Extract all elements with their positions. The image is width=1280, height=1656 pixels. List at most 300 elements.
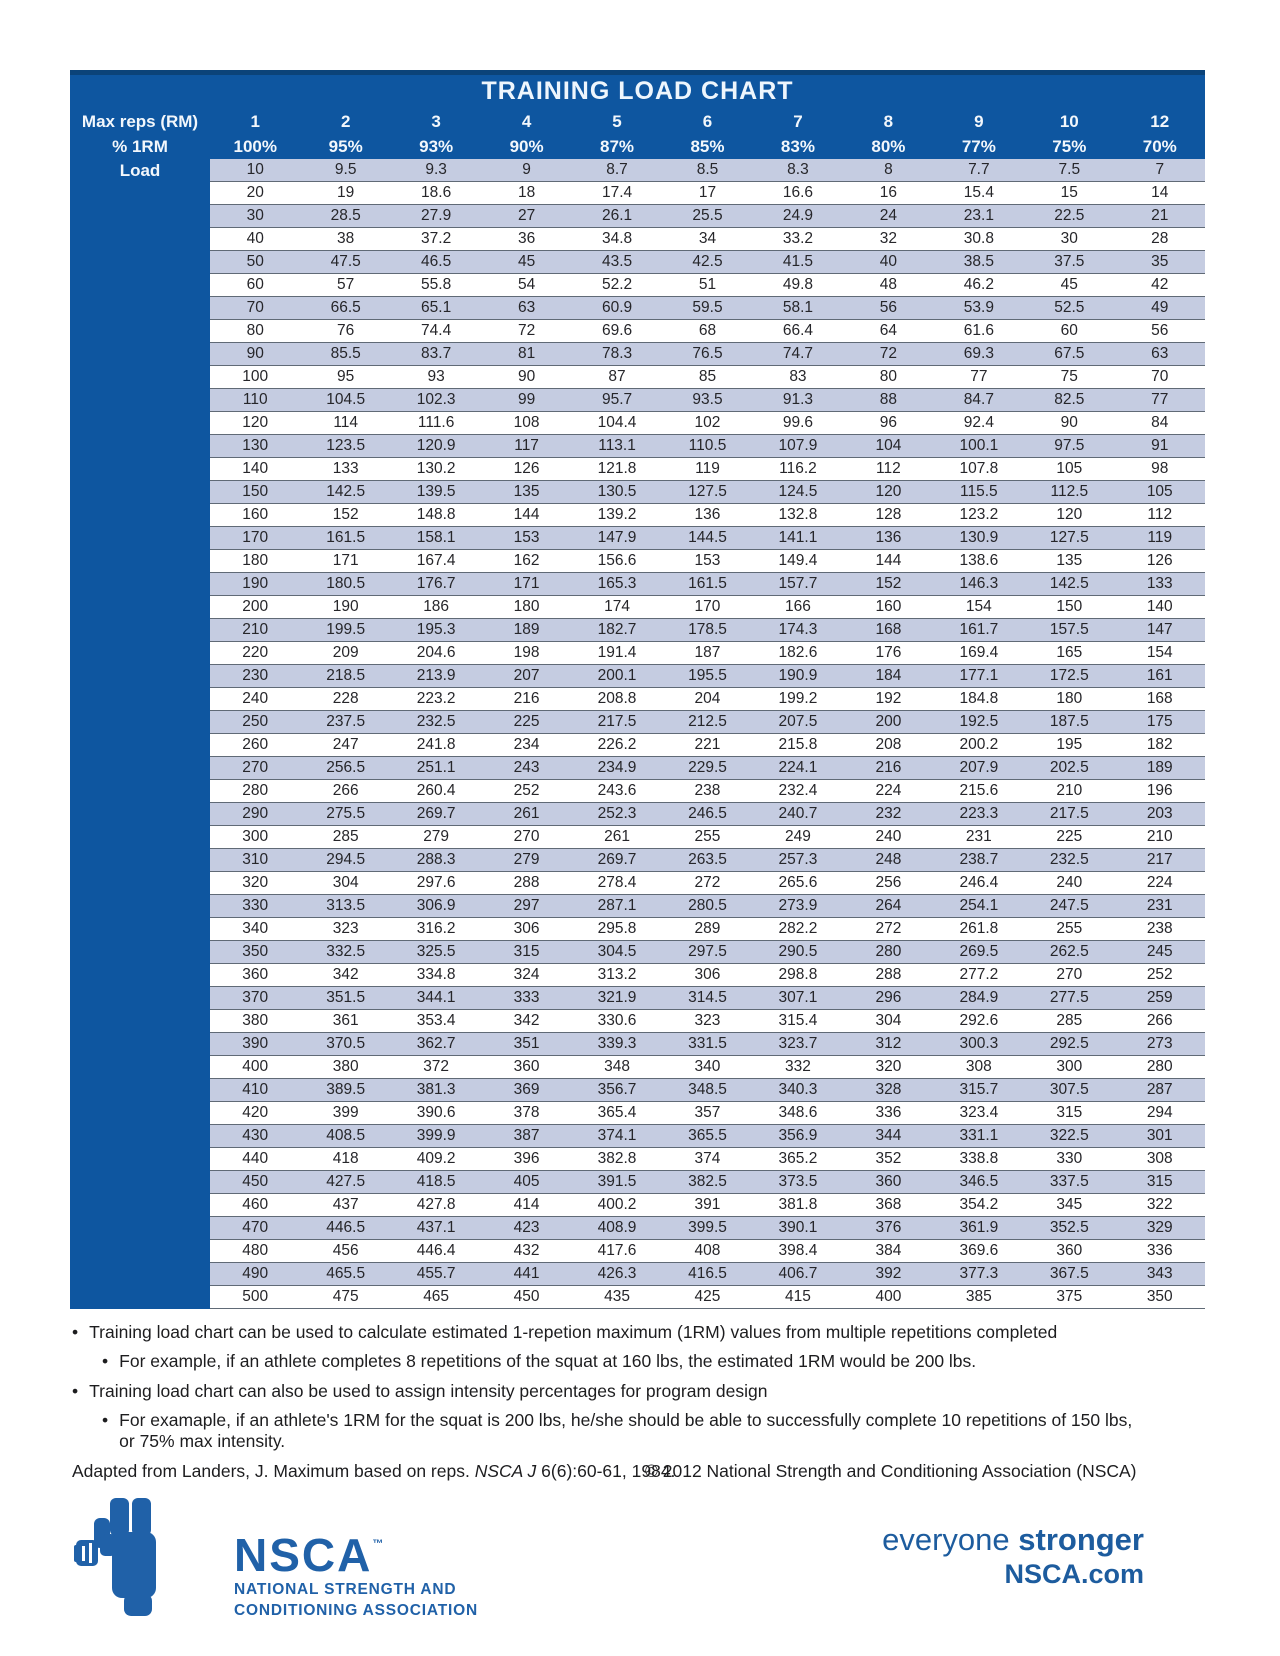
table-row	[70, 435, 1205, 458]
load-value-cell: 251.1	[391, 757, 481, 780]
load-value-cell: 362.7	[391, 1033, 481, 1056]
nsca-wordmark-label: NSCA	[234, 1529, 373, 1581]
load-value-cell: 150	[1024, 596, 1114, 619]
load-value-cell: 166	[753, 596, 843, 619]
load-value-cell: 69.3	[934, 343, 1024, 366]
table-row	[70, 274, 1205, 297]
load-value-cell: 192.5	[934, 711, 1024, 734]
row-label-cell	[70, 596, 210, 619]
load-value-cell: 180	[210, 550, 300, 573]
row-label-cell	[70, 1079, 210, 1102]
load-value-cell: 260	[210, 734, 300, 757]
load-value-cell: 297.6	[391, 872, 481, 895]
load-value-cell: 340.3	[753, 1079, 843, 1102]
load-value-cell: 306	[662, 964, 752, 987]
load-value-cell: 99	[481, 389, 571, 412]
load-value-cell: 99.6	[753, 412, 843, 435]
load-value-cell: 9	[481, 159, 571, 182]
load-value-cell: 200.1	[572, 665, 662, 688]
load-value-cell: 313.5	[300, 895, 390, 918]
load-value-cell: 365.4	[572, 1102, 662, 1125]
load-value-cell: 150	[210, 481, 300, 504]
load-value-cell: 288	[481, 872, 571, 895]
load-value-cell: 408.5	[300, 1125, 390, 1148]
table-row	[70, 573, 1205, 596]
load-value-cell: 241.8	[391, 734, 481, 757]
trademark-symbol: ™	[372, 1538, 384, 1550]
load-value-cell: 60.9	[572, 297, 662, 320]
table-row	[70, 872, 1205, 895]
load-value-cell: 437	[300, 1194, 390, 1217]
load-value-cell: 14	[1115, 182, 1205, 205]
load-value-cell: 427.5	[300, 1171, 390, 1194]
table-row	[70, 251, 1205, 274]
load-value-cell: 81	[481, 343, 571, 366]
load-value-cell: 33.2	[753, 228, 843, 251]
load-value-cell: 147.9	[572, 527, 662, 550]
load-value-cell: 356.9	[753, 1125, 843, 1148]
row-label-cell	[70, 228, 210, 251]
load-value-cell: 480	[210, 1240, 300, 1263]
load-value-cell: 93.5	[662, 389, 752, 412]
load-value-cell: 8.5	[662, 159, 752, 182]
row-label-cell	[70, 918, 210, 941]
load-value-cell: 156.6	[572, 550, 662, 573]
load-value-cell: 209	[300, 642, 390, 665]
load-value-cell: 351.5	[300, 987, 390, 1010]
load-value-cell: 50	[210, 251, 300, 274]
load-value-cell: 66.4	[753, 320, 843, 343]
row-label-cell	[70, 435, 210, 458]
rep-count-header: 6	[702, 112, 713, 131]
load-value-cell: 171	[481, 573, 571, 596]
load-value-cell: 238	[1115, 918, 1205, 941]
load-value-cell: 350	[1115, 1286, 1205, 1309]
load-value-cell: 111.6	[391, 412, 481, 435]
load-value-cell: 300.3	[934, 1033, 1024, 1056]
load-value-cell: 400	[210, 1056, 300, 1079]
load-value-cell: 199.5	[300, 619, 390, 642]
load-value-cell: 204.6	[391, 642, 481, 665]
load-value-cell: 139.5	[391, 481, 481, 504]
percent-header: 80%	[871, 137, 906, 156]
load-value-cell: 304	[300, 872, 390, 895]
load-value-cell: 95.7	[572, 389, 662, 412]
row-label-cell	[70, 642, 210, 665]
load-value-cell: 45	[1024, 274, 1114, 297]
load-value-cell: 380	[210, 1010, 300, 1033]
table-row	[70, 1033, 1205, 1056]
load-value-cell: 28.5	[300, 205, 390, 228]
load-value-cell: 312	[843, 1033, 933, 1056]
load-value-cell: 331.5	[662, 1033, 752, 1056]
footer-tagline	[882, 1522, 1144, 1590]
load-value-cell: 88	[843, 389, 933, 412]
load-value-cell: 365.2	[753, 1148, 843, 1171]
load-value-cell: 30.8	[934, 228, 1024, 251]
load-value-cell: 296	[843, 987, 933, 1010]
load-value-cell: 17.4	[572, 182, 662, 205]
load-value-cell: 80	[210, 320, 300, 343]
table-row	[70, 1148, 1205, 1171]
load-value-cell: 333	[481, 987, 571, 1010]
load-value-cell: 490	[210, 1263, 300, 1286]
load-value-cell: 85.5	[300, 343, 390, 366]
load-value-cell: 370	[210, 987, 300, 1010]
load-value-cell: 377.3	[934, 1263, 1024, 1286]
load-value-cell: 221	[662, 734, 752, 757]
load-value-cell: 373.5	[753, 1171, 843, 1194]
load-value-cell: 324	[481, 964, 571, 987]
footnote-item	[72, 1381, 1150, 1402]
load-value-cell: 140	[210, 458, 300, 481]
footnote-item	[72, 1351, 1150, 1372]
row-label-cell	[70, 780, 210, 803]
footnote-text: Training load chart can be used to calculate estimated 1-repetion maximum (1RM) values from multiple repetitions completed	[89, 1322, 1058, 1342]
load-value-cell: 61.6	[934, 320, 1024, 343]
load-value-cell: 175	[1115, 711, 1205, 734]
load-value-cell: 430	[210, 1125, 300, 1148]
load-value-cell: 66.5	[300, 297, 390, 320]
load-value-cell: 306.9	[391, 895, 481, 918]
load-value-cell: 470	[210, 1217, 300, 1240]
load-value-cell: 249	[753, 826, 843, 849]
load-value-cell: 136	[662, 504, 752, 527]
percent-header: 70%	[1142, 137, 1177, 156]
load-value-cell: 58.1	[753, 297, 843, 320]
load-value-cell: 285	[1024, 1010, 1114, 1033]
load-value-cell: 130.9	[934, 527, 1024, 550]
footnote-text: For examaple, if an athlete's 1RM for the squat is 200 lbs, he/she should be able to successfully complete 10 repetitions of 150 lbs, or 75% max intensity.	[119, 1410, 1133, 1452]
load-value-cell: 152	[300, 504, 390, 527]
load-value-cell: 427.8	[391, 1194, 481, 1217]
load-value-cell: 161	[1115, 665, 1205, 688]
load-value-cell: 65.1	[391, 297, 481, 320]
load-value-cell: 30	[210, 205, 300, 228]
load-value-cell: 45	[481, 251, 571, 274]
footnote-text: For example, if an athlete completes 8 repetitions of the squat at 160 lbs, the estimated 1RM would be 200 lbs.	[119, 1351, 977, 1372]
load-value-cell: 141.1	[753, 527, 843, 550]
load-value-cell: 392	[843, 1263, 933, 1286]
load-value-cell: 308	[934, 1056, 1024, 1079]
load-value-cell: 195.5	[662, 665, 752, 688]
load-value-cell: 270	[1024, 964, 1114, 987]
load-value-cell: 287	[1115, 1079, 1205, 1102]
load-value-cell: 367.5	[1024, 1263, 1114, 1286]
load-value-cell: 313.2	[572, 964, 662, 987]
load-value-cell: 332.5	[300, 941, 390, 964]
nsca-com-link[interactable]: NSCA.com	[1004, 1558, 1144, 1589]
load-value-cell: 361	[300, 1010, 390, 1033]
load-value-cell: 213.9	[391, 665, 481, 688]
load-value-cell: 184.8	[934, 688, 1024, 711]
load-value-cell: 270	[481, 826, 571, 849]
load-value-cell: 176	[843, 642, 933, 665]
load-value-cell: 266	[1115, 1010, 1205, 1033]
load-value-cell: 170	[662, 596, 752, 619]
load-value-cell: 423	[481, 1217, 571, 1240]
load-value-cell: 389.5	[300, 1079, 390, 1102]
row-label-cell	[70, 1286, 210, 1309]
tagline-stronger: stronger	[1018, 1522, 1144, 1557]
load-value-cell: 400	[843, 1286, 933, 1309]
load-value-cell: 76	[300, 320, 390, 343]
rep-count-header: 12	[1150, 112, 1170, 131]
load-value-cell: 132.8	[753, 504, 843, 527]
load-value-cell: 120	[843, 481, 933, 504]
load-value-cell: 113.1	[572, 435, 662, 458]
load-value-cell: 500	[210, 1286, 300, 1309]
load-value-cell: 36	[481, 228, 571, 251]
load-value-cell: 187.5	[1024, 711, 1114, 734]
row-label-cell	[70, 1171, 210, 1194]
load-value-cell: 390	[210, 1033, 300, 1056]
row-label-cell	[70, 1263, 210, 1286]
load-value-cell: 292.5	[1024, 1033, 1114, 1056]
load-value-cell: 112	[1115, 504, 1205, 527]
load-value-cell: 280.5	[662, 895, 752, 918]
load-value-cell: 315	[481, 941, 571, 964]
rep-count-header: 9	[974, 112, 984, 131]
load-value-cell: 8	[843, 159, 933, 182]
load-value-cell: 198	[481, 642, 571, 665]
load-value-cell: 90	[1024, 412, 1114, 435]
load-value-cell: 240.7	[753, 803, 843, 826]
row-label-cell	[70, 320, 210, 343]
load-value-cell: 275.5	[300, 803, 390, 826]
load-value-cell: 225	[1024, 826, 1114, 849]
load-value-cell: 43.5	[572, 251, 662, 274]
load-value-cell: 475	[300, 1286, 390, 1309]
table-row	[70, 688, 1205, 711]
load-value-cell: 354.2	[934, 1194, 1024, 1217]
load-value-cell: 120	[210, 412, 300, 435]
load-value-cell: 307.5	[1024, 1079, 1114, 1102]
load-value-cell: 116.2	[753, 458, 843, 481]
load-value-cell: 245	[1115, 941, 1205, 964]
load-value-cell: 210	[1115, 826, 1205, 849]
percent-header: 83%	[780, 137, 815, 156]
row-label-cell	[70, 619, 210, 642]
row-label-cell	[70, 550, 210, 573]
load-value-cell: 202.5	[1024, 757, 1114, 780]
load-value-cell: 121.8	[572, 458, 662, 481]
table-row	[70, 895, 1205, 918]
load-value-cell: 174.3	[753, 619, 843, 642]
load-value-cell: 292.6	[934, 1010, 1024, 1033]
table-row	[70, 205, 1205, 228]
load-value-cell: 418.5	[391, 1171, 481, 1194]
load-value-cell: 398.4	[753, 1240, 843, 1263]
load-value-cell: 49	[1115, 297, 1205, 320]
load-value-cell: 314.5	[662, 987, 752, 1010]
copyright-text: © 2012 National Strength and Conditioning Association (NSCA)	[645, 1461, 1137, 1481]
load-value-cell: 37.2	[391, 228, 481, 251]
load-value-cell: 30	[1024, 228, 1114, 251]
load-value-cell: 334.8	[391, 964, 481, 987]
load-value-cell: 19	[300, 182, 390, 205]
load-value-cell: 200.2	[934, 734, 1024, 757]
load-value-cell: 279	[391, 826, 481, 849]
load-value-cell: 426.3	[572, 1263, 662, 1286]
load-value-cell: 350	[210, 941, 300, 964]
load-value-cell: 70	[210, 297, 300, 320]
adapted-journal: NSCA J	[474, 1461, 537, 1481]
row-label-cell	[70, 1125, 210, 1148]
load-value-cell: 208	[843, 734, 933, 757]
table-row	[70, 849, 1205, 872]
table-row	[70, 780, 1205, 803]
load-value-cell: 342	[300, 964, 390, 987]
logo-line-2: CONDITIONING ASSOCIATION	[234, 1602, 478, 1619]
load-value-cell: 49.8	[753, 274, 843, 297]
load-value-cell: 168	[1115, 688, 1205, 711]
load-value-cell: 270	[210, 757, 300, 780]
load-value-cell: 224	[1115, 872, 1205, 895]
load-value-cell: 446.5	[300, 1217, 390, 1240]
load-value-cell: 418	[300, 1148, 390, 1171]
load-value-cell: 372	[391, 1056, 481, 1079]
load-value-cell: 396	[481, 1148, 571, 1171]
load-value-cell: 273.9	[753, 895, 843, 918]
load-value-cell: 24.9	[753, 205, 843, 228]
table-row	[70, 412, 1205, 435]
load-value-cell: 252	[481, 780, 571, 803]
load-value-cell: 22.5	[1024, 205, 1114, 228]
load-value-cell: 352.5	[1024, 1217, 1114, 1240]
row-label-cell	[70, 458, 210, 481]
load-value-cell: 315	[1024, 1102, 1114, 1125]
load-value-cell: 273	[1115, 1033, 1205, 1056]
load-value-cell: 149.4	[753, 550, 843, 573]
load-value-cell: 180	[481, 596, 571, 619]
load-value-cell: 17	[662, 182, 752, 205]
row-label-cell	[70, 1102, 210, 1125]
load-value-cell: 207.5	[753, 711, 843, 734]
load-value-cell: 238	[662, 780, 752, 803]
load-value-cell: 360	[843, 1171, 933, 1194]
table-row	[70, 918, 1205, 941]
load-value-cell: 28	[1115, 228, 1205, 251]
load-value-cell: 127.5	[1024, 527, 1114, 550]
load-value-cell: 250	[210, 711, 300, 734]
training-load-chart	[70, 70, 1205, 1309]
load-value-cell: 342	[481, 1010, 571, 1033]
table-row	[70, 1240, 1205, 1263]
load-value-cell: 69.6	[572, 320, 662, 343]
load-value-cell: 102.3	[391, 389, 481, 412]
load-value-cell: 90	[481, 366, 571, 389]
load-value-cell: 70	[1115, 366, 1205, 389]
load-value-cell: 446.4	[391, 1240, 481, 1263]
load-value-cell: 142.5	[1024, 573, 1114, 596]
load-value-cell: 441	[481, 1263, 571, 1286]
table-row	[70, 642, 1205, 665]
table-row	[70, 1125, 1205, 1148]
load-value-cell: 84.7	[934, 389, 1024, 412]
load-value-cell: 338.8	[934, 1148, 1024, 1171]
load-value-cell: 261.8	[934, 918, 1024, 941]
load-value-cell: 157.7	[753, 573, 843, 596]
load-value-cell: 252	[1115, 964, 1205, 987]
load-value-cell: 224	[843, 780, 933, 803]
row-label-cell	[70, 849, 210, 872]
load-value-cell: 77	[934, 366, 1024, 389]
load-value-cell: 195.3	[391, 619, 481, 642]
load-value-cell: 16.6	[753, 182, 843, 205]
load-value-cell: 310	[210, 849, 300, 872]
load-value-cell: 162	[481, 550, 571, 573]
load-value-cell: 257.3	[753, 849, 843, 872]
load-value-cell: 330	[210, 895, 300, 918]
row-label-cell	[70, 527, 210, 550]
load-value-cell: 176.7	[391, 573, 481, 596]
load-value-cell: 336	[1115, 1240, 1205, 1263]
load-value-cell: 220	[210, 642, 300, 665]
row-label-cell	[70, 274, 210, 297]
load-value-cell: 93	[391, 366, 481, 389]
load-value-cell: 357	[662, 1102, 752, 1125]
load-value-cell: 190	[210, 573, 300, 596]
load-value-cell: 216	[481, 688, 571, 711]
table-row	[70, 1056, 1205, 1079]
footnote-item	[72, 1322, 1150, 1343]
rep-count-header: 10	[1059, 112, 1079, 131]
load-value-cell: 51	[662, 274, 752, 297]
load-value-cell: 142.5	[300, 481, 390, 504]
load-value-cell: 195	[1024, 734, 1114, 757]
load-value-cell: 348.6	[753, 1102, 843, 1125]
load-value-cell: 368	[843, 1194, 933, 1217]
table-row	[70, 1286, 1205, 1309]
load-value-cell: 207	[481, 665, 571, 688]
table-row	[70, 366, 1205, 389]
load-value-cell: 425	[662, 1286, 752, 1309]
load-value-cell: 232.5	[1024, 849, 1114, 872]
rep-count-header: 1	[250, 112, 260, 131]
load-value-cell: 294	[1115, 1102, 1205, 1125]
load-value-cell: 130	[210, 435, 300, 458]
load-value-cell: 60	[1024, 320, 1114, 343]
load-value-cell: 408	[662, 1240, 752, 1263]
load-value-cell: 215.6	[934, 780, 1024, 803]
table-row	[70, 987, 1205, 1010]
load-value-cell: 237.5	[300, 711, 390, 734]
table-row	[70, 481, 1205, 504]
table-body	[70, 159, 1205, 1309]
load-value-cell: 217	[1115, 849, 1205, 872]
load-value-cell: 217.5	[1024, 803, 1114, 826]
load-value-cell: 234.9	[572, 757, 662, 780]
load-value-cell: 199.2	[753, 688, 843, 711]
row-label-cell: Load	[70, 159, 210, 182]
load-value-cell: 238.7	[934, 849, 1024, 872]
load-value-cell: 272	[662, 872, 752, 895]
load-value-cell: 360	[1024, 1240, 1114, 1263]
bullet-marker: •	[102, 1351, 109, 1372]
table-row	[70, 734, 1205, 757]
load-value-cell: 415	[753, 1286, 843, 1309]
load-value-cell: 328	[843, 1079, 933, 1102]
load-value-cell: 161.5	[662, 573, 752, 596]
load-value-cell: 68	[662, 320, 752, 343]
table-row	[70, 320, 1205, 343]
load-value-cell: 216	[843, 757, 933, 780]
load-value-cell: 95	[300, 366, 390, 389]
table-row	[70, 458, 1205, 481]
load-value-cell: 331.1	[934, 1125, 1024, 1148]
load-value-cell: 256.5	[300, 757, 390, 780]
